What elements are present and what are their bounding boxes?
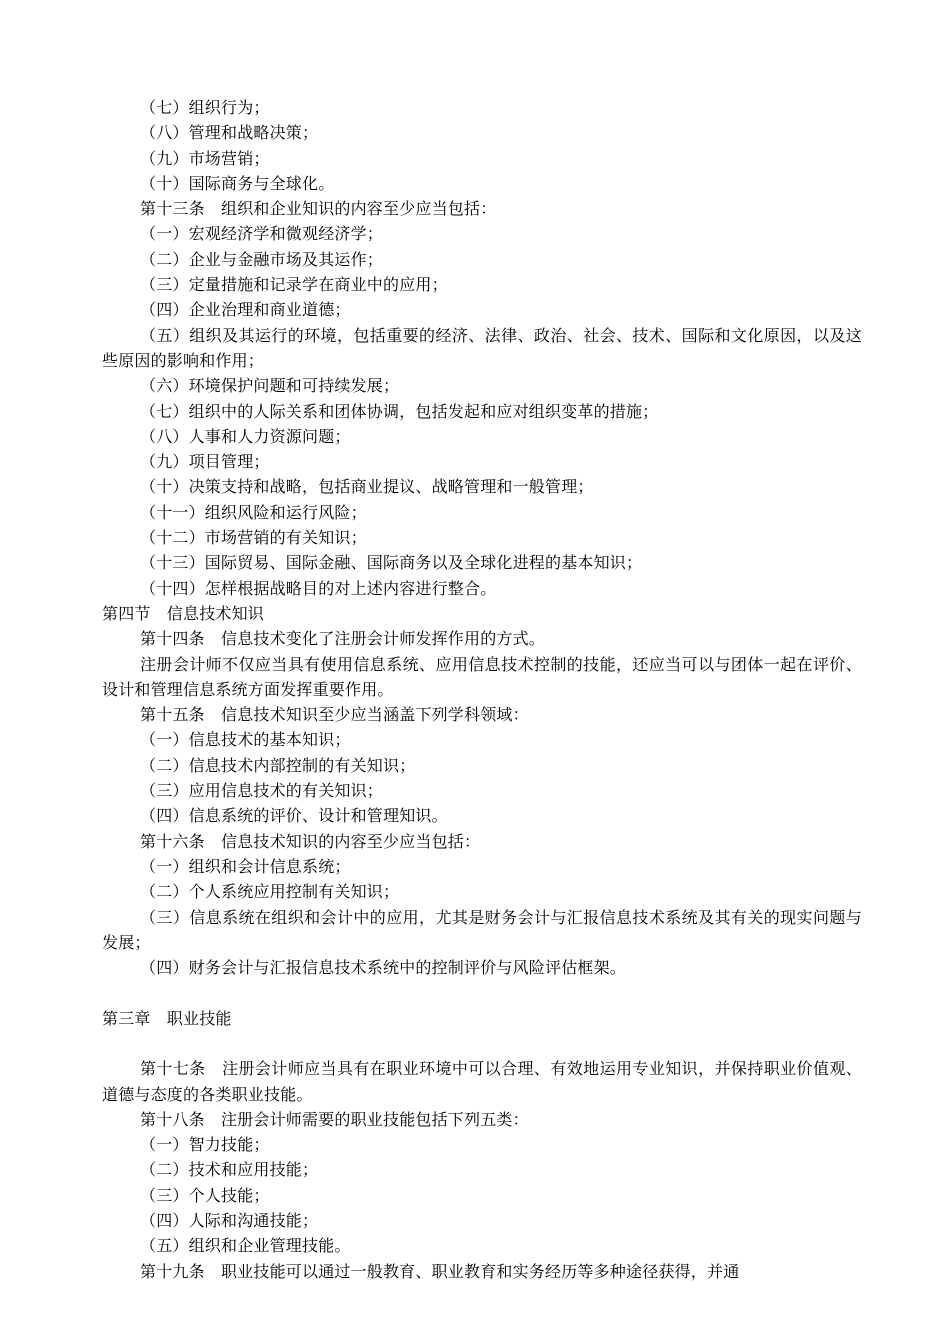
section-heading: 第四节 信息技术知识: [102, 603, 265, 623]
text-line: （四）财务会计与汇报信息技术系统中的控制评价与风险评估框架。: [140, 958, 627, 978]
text-line: （七）组织中的人际关系和团体协调，包括发起和应对组织变革的措施；: [140, 401, 659, 421]
text-line: （十一）组织风险和运行风险；: [140, 502, 367, 522]
text-line: 第十六条 信息技术知识的内容至少应当包括：: [140, 831, 481, 851]
text-line: （八）人事和人力资源问题；: [140, 426, 351, 446]
text-line: （九）市场营销；: [140, 148, 270, 168]
text-line: （一）智力技能；: [140, 1135, 270, 1155]
text-line: （三）定量措施和记录学在商业中的应用；: [140, 275, 448, 295]
section-heading: 第三章 职业技能: [102, 1008, 232, 1028]
text-line: （四）人际和沟通技能；: [140, 1211, 319, 1231]
text-line: （二）企业与金融市场及其运作；: [140, 249, 384, 269]
text-line: （四）企业治理和商业道德；: [140, 300, 351, 320]
text-line: （四）信息系统的评价、设计和管理知识。: [140, 806, 448, 826]
text-line: （十二）市场营销的有关知识；: [140, 528, 367, 548]
paragraph: 注册会计师不仅应当具有使用信息系统、应用信息技术控制的技能，还应当可以与团体一起在评价、设计和管理信息系统方面发挥重要作用。: [102, 654, 862, 699]
text-line: （七）组织行为；: [140, 98, 270, 117]
text-line: 第十八条 注册会计师需要的职业技能包括下列五类：: [140, 1109, 529, 1129]
text-line: 第十四条 信息技术变化了注册会计师发挥作用的方式。: [140, 629, 546, 649]
paragraph: 第十七条 注册会计师应当具有在职业环境中可以合理、有效地运用专业知识，并保持职业价值观、道德与态度的各类职业技能。: [102, 1059, 862, 1104]
blank-line: [102, 980, 862, 1005]
text-line: 第十三条 组织和企业知识的内容至少应当包括：: [140, 199, 497, 219]
paragraph: （三）信息系统在组织和会计中的应用，尤其是财务会计与汇报信息技术系统及其有关的现实问题与发展；: [102, 907, 862, 952]
text-line: （一）信息技术的基本知识；: [140, 730, 351, 750]
text-line: （一）组织和会计信息系统；: [140, 856, 351, 876]
text-line: （二）技术和应用技能；: [140, 1160, 319, 1180]
text-line: （一）宏观经济学和微观经济学；: [140, 224, 384, 244]
text-line: （五）组织和企业管理技能。: [140, 1236, 351, 1256]
text-line: （二）信息技术内部控制的有关知识；: [140, 755, 416, 775]
text-line: （三）应用信息技术的有关知识；: [140, 781, 384, 801]
text-line: （十四）怎样根据战略目的对上述内容进行整合。: [140, 578, 497, 598]
text-line: （十）决策支持和战略，包括商业提议、战略管理和一般管理；: [140, 477, 594, 497]
text-line: （十）国际商务与全球化。: [140, 173, 335, 193]
text-line: （九）项目管理；: [140, 452, 270, 472]
text-line: （六）环境保护问题和可持续发展；: [140, 376, 400, 396]
document-body: [102, 95, 862, 1284]
blank-line: [102, 1031, 862, 1056]
text-line: （八）管理和战略决策；: [140, 123, 319, 143]
paragraph: （五）组织及其运行的环境，包括重要的经济、法律、政治、社会、技术、国际和文化原因，以及这些原因的影响和作用；: [102, 325, 862, 370]
text-line: （三）个人技能；: [140, 1185, 270, 1205]
text-line: 第十五条 信息技术知识至少应当涵盖下列学科领域：: [140, 705, 529, 725]
text-line: （二）个人系统应用控制有关知识；: [140, 882, 400, 902]
text-line: 第十九条 职业技能可以通过一般教育、职业教育和实务经历等多种途径获得，并通: [140, 1261, 740, 1281]
text-line: （十三）国际贸易、国际金融、国际商务以及全球化进程的基本知识；: [140, 553, 643, 573]
